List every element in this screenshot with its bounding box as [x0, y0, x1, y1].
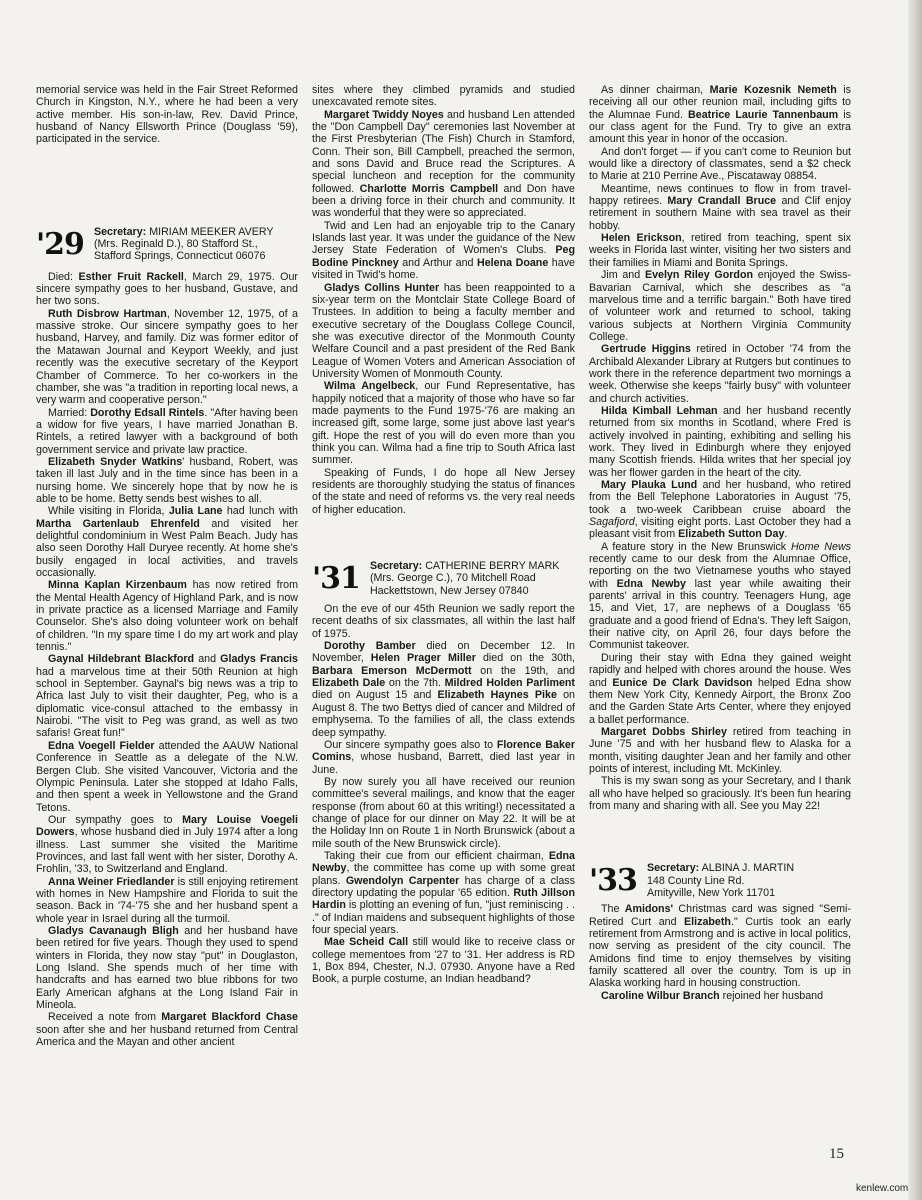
news-paragraph: Anna Weiner Friedlander is still enjoying retirement with homes in New Hampshire and Florida to suit the season. Back in '74-'75 she and her husband spent a whole year in Israel during all the turmoil. [36, 875, 298, 925]
news-paragraph: Ruth Disbrow Hartman, November 12, 1975, of a massive stroke. Our sincere sympathy goes to her husband, Harvey, and family. Diz was former editor of the Matawan Journal and Keyport Weekly, and just recently was the executive secretary of the Keyport Chamber of Commerce. To her co-workers in the chamber, she was "a tradition in reporting local news, a very warm and cooperative person." [36, 307, 298, 407]
news-paragraph: Dorothy Bamber died on December 12. In November, Helen Prager Miller died on the 30th, Barbara Emerson McDermott on the 19th, and Elizabeth Dale on the 7th. Mildred Holden Parliment died on August 15 and Elizabeth Haynes Pike on August 8. The two Bettys died of cancer and Mildred of emphysema. To the families of all, the class extends deep sympathy. [312, 640, 575, 739]
news-paragraph: Gertrude Higgins retired in October '74 from the Archibald Alexander Library at Rutgers but continues to work there in the reference department two mornings a week. Otherwise she keeps "fairly busy" with volunteer and church activities. [589, 343, 851, 405]
news-paragraph: Edna Voegell Fielder attended the AAUW National Conference in Seattle as a delegate of the N.W. Bergen Club. She visited Vancouver, Victoria and the Olympic Peninsula. Later she stopped at Idaho Falls, and then spent a week in Yellowstone and the Grand Tetons. [36, 739, 298, 814]
secretary-info: Secretary: CATHERINE BERRY MARK (Mrs. George C.), 70 Mitchell Road Hackettstown, New Jersey 07840 [369, 560, 560, 597]
news-paragraph: During their stay with Edna they gained weight rapidly and helped with chores around the house. Wes and Eunice De Clark Davidson helped Edna show them New York City, Kennedy Airport, the Bronx Zoo and the Garden State Arts Center, where they enjoyed a ballet performance. [589, 651, 851, 726]
continuation-paragraph: sites where they climbed pyramids and studied unexcavated remote sites. [312, 84, 575, 109]
news-paragraph: On the eve of our 45th Reunion we sadly report the recent deaths of six classmates, all within the last half of 1975. [312, 603, 575, 640]
news-paragraph: This is my swan song as your Secretary, and I thank all who have helped so graciously. It's been fun hearing from many and sharing with all. See you May 22! [589, 775, 851, 812]
news-paragraph: Elizabeth Snyder Watkins' husband, Robert, was taken ill last July and in the time since has been in a nursing home. We sincerely hope that by now he is able to be home. Betty sends best wishes to all. [36, 455, 298, 505]
news-paragraph: Jim and Evelyn Riley Gordon enjoyed the Swiss-Bavarian Carnival, which she describes as "a marvelous time and a terrific bargain." Both have tired of volunteer work and returned to school, taking various subjects at Northern Virginia Community College. [589, 269, 851, 343]
news-paragraph: Our sincere sympathy goes also to Florence Baker Comins, whose husband, Barrett, died last year in June. [312, 738, 575, 776]
news-paragraph: A feature story in the New Brunswick Home News recently came to our desk from the Alumnae Office, reporting on the two Vietnamese youths who stayed with Edna Newby last year while awaiting their parents' arrival in this country. Teenagers Hung, age 15, and Viet, 17, are nephews of a Douglass '65 graduate and a good friend of Edna's. They left Saigon, their native city, on April 26, four days before the Communist takeover. [589, 540, 852, 652]
news-paragraph: Gaynal Hildebrant Blackford and Gladys Francis had a marvelous time at their 50th Reunion at high school in September. Gaynal's big news was a trip to Africa last July to visit their daughter, Peg, who is a diplomatic vice-consul attached to the embassy in Nairobi. "The visit to Peg was grand, as well as two safaris! Great fun!" [36, 653, 298, 740]
column-1 [36, 84, 298, 1048]
news-paragraph: Our sympathy goes to Mary Louise Voegeli Dowers, whose husband died in July 1974 after a long illness. Last summer she visited the Maritime Provinces, and last fall went with her sister, Dorothy A. Frohlin, '33, to Switzerland and England. [36, 813, 298, 876]
news-paragraph: Margaret Twiddy Noyes and husband Len attended the "Don Campbell Day" ceremonies last November at the First Presbyterian (The Fish) Church in Stamford, Conn. Their son, Bill Campbell, preached the sermon, and sons David and Bruce read the Scriptures. A special luncheon and reception for the community followed. Charlotte Morris Campbell and Don have been a driving force in their church and community. It was wonderful that they were so appreciated. [312, 108, 575, 220]
news-paragraph: Speaking of Funds, I do hope all New Jersey residents are thoroughly studying the status of finances of the state and need of reforms vs. the very real needs of higher education. [312, 466, 575, 516]
news-paragraph: Minna Kaplan Kirzenbaum has now retired from the Mental Health Agency of Highland Park, and is now in private practice as a licensed Marriage and Family Counselor. She's also doing volunteer work on behalf of children. "In my spare time I do my art work and play tennis." [36, 579, 298, 654]
news-paragraph: Mae Scheid Call still would like to receive class or college mementoes from '27 to '31. Her address is RD 1, Box 894, Chester, N.J. 07930. Anyone have a Red Book, a purple costume, an Indian headband? [312, 936, 575, 986]
continuation-paragraph: memorial service was held in the Fair Street Reformed Church in Kingston, N.Y., where he had been a very active member. His son-in-law, Rev. David Prince, husband of Nancy Ellsworth Prince (Douglass '59), participated in the service. [36, 84, 298, 146]
news-paragraph: Died: Esther Fruit Rackell, March 29, 1975. Our sincere sympathy goes to her husband, Gustave, and her two sons. [36, 270, 298, 308]
news-paragraph: As dinner chairman, Marie Kozesnik Nemeth is receiving all our other reunion mail, including gifts to the Alumnae Fund. Beatrice Laurie Tannenbaum is our class agent for the Fund. Try to give an extra amount this year in honor of the occasion. [589, 84, 852, 146]
news-paragraph: Gladys Collins Hunter has been reappointed to a six-year term on the Montclair State College Board of Trustees. In addition to being a faculty member and executive secretary of the Douglass College Council, she was executive director of the Monmouth County Welfare Council and a past president of the Red Bank League of Women Voters and American Association of University Women of Monmouth County. [312, 281, 575, 380]
news-paragraph: Margaret Dobbs Shirley retired from teaching in June '75 and with her husband flew to Alaska for a month, visiting daughter Jean and her family and other points of interest, including Mt. McKinley. [589, 725, 851, 775]
news-paragraph: Caroline Wilbur Branch rejoined her husband [601, 989, 824, 1002]
scan-edge [908, 0, 922, 1200]
news-paragraph: And don't forget — if you can't come to Reunion but would like a directory of classmates, send a $2 check to Marie at 210 Perrine Ave., Piscataway 08854. [589, 145, 851, 183]
class-year: '29 [36, 226, 84, 262]
class-1933-header [589, 862, 851, 899]
class-year: '31 [312, 561, 360, 597]
class-1931-header [312, 560, 575, 597]
news-paragraph: Helen Erickson, retired from teaching, spent six weeks in Florida last winter, visiting her two sisters and their families in Miami and Bonita Springs. [589, 232, 851, 269]
secretary-info: Secretary: MIRIAM MEEKER AVERY (Mrs. Reginald D.), 80 Stafford St., Stafford Springs, Connecticut 06076 [93, 225, 274, 263]
news-paragraph: While visiting in Florida, Julia Lane had lunch with Martha Gartenlaub Ehrenfeld and visited her delightful condominium in West Palm Beach. Judy has also seen Dorothy Hall Duryee recently. At home she's busily engaged in local activities, and travels occasionally. [36, 505, 299, 579]
class-1929-header [36, 226, 298, 263]
column-2 [312, 84, 575, 986]
class-year: '33 [589, 863, 637, 899]
news-paragraph: Received a note from Margaret Blackford Chase soon after she and her husband returned from Central America and the Mayan and other ancient [36, 1011, 298, 1049]
news-paragraph: Mary Plauka Lund and her husband, who retired from the Bell Telephone Laboratories in August '75, took a two-week Caribbean cruise aboard the Sagafjord, visiting eight ports. Last October they had a pleasant visit from Elizabeth Sutton Day. [589, 479, 851, 541]
secretary-info: Secretary: ALBINA J. MARTIN 148 County Line Rd. Amityville, New York 11701 [646, 862, 795, 899]
news-paragraph: Wilma Angelbeck, our Fund Representative, has happily noticed that a majority of those who have so far made payments to the Fund 1975-'76 are making an increased gift, some large, some just above last year's gift. Hope the rest of you will do even more than you think you can. Wilma had a fine trip to South Africa last summer. [312, 380, 575, 467]
news-paragraph: By now surely you all have received our reunion committee's several mailings, and know that the eager response (from about 60 at this writing!) necessitated a change of place for our dinner on May 22. It will be at the Holiday Inn on Route 1 in North Brunswick (about a mile south of the New Brunswick circle). [312, 775, 575, 850]
news-paragraph: Married: Dorothy Edsall Rintels. "After having been a widow for five years, I have married Jonathan B. Rintels, a retired lawyer with a background of both government service and private law practice. [36, 406, 298, 456]
news-paragraph: Taking their cue from our efficient chairman, Edna Newby, the committee has come up with some great plans. Gwendolyn Carpenter has charge of a class directory updating the popular '65 edition. Ruth Jillson Hardin is plotting an evening of fun, "just reminiscing . . ." of Indian maidens and subsequent highlights of those four special years. [312, 849, 575, 936]
column-3 [589, 84, 851, 1002]
news-paragraph: Twid and Len had an enjoyable trip to the Canary Islands last year. It was under the guidance of the New Jersey State Federation of Women's Clubs. Peg Bodine Pinckney and Arthur and Helena Doane have visited in Twid's home. [312, 219, 575, 282]
watermark: kenlew.com [856, 1183, 909, 1194]
news-paragraph: Meantime, news continues to flow in from travel-happy retirees. Mary Crandall Bruce and Clif enjoy retirement in southern Maine with sea travel as their hobby. [589, 182, 851, 232]
news-paragraph: Hilda Kimball Lehman and her husband recently returned from six months in Scotland, where Fred is actively involved in painting, exhibiting and selling his work. They lived in Edinburgh where they enjoyed many Scottish friends. Hilda writes that her special joy was her flower garden in the heart of the city. [589, 404, 851, 479]
page-number: 15 [829, 1146, 844, 1162]
news-paragraph: Gladys Cavanaugh Bligh and her husband have been retired for five years. Though they used to spend winters in Florida, they now stay "put" in Douglaston, Long Island. She spends much of her time with handcrafts and has earned two blue ribbons for two Early American afghans at the Long Island Fair in Mineola. [36, 924, 298, 1012]
news-paragraph: The Amidons' Christmas card was signed "Semi-Retired Curt and Elizabeth." Curtis took an early retirement from Armstrong and is active in local politics, now serving as president of the city council. The Amidons find time to enjoy themselves by visiting family scattered all over the country. Tom is up in Alaska working hard in housing construction. [589, 903, 851, 990]
